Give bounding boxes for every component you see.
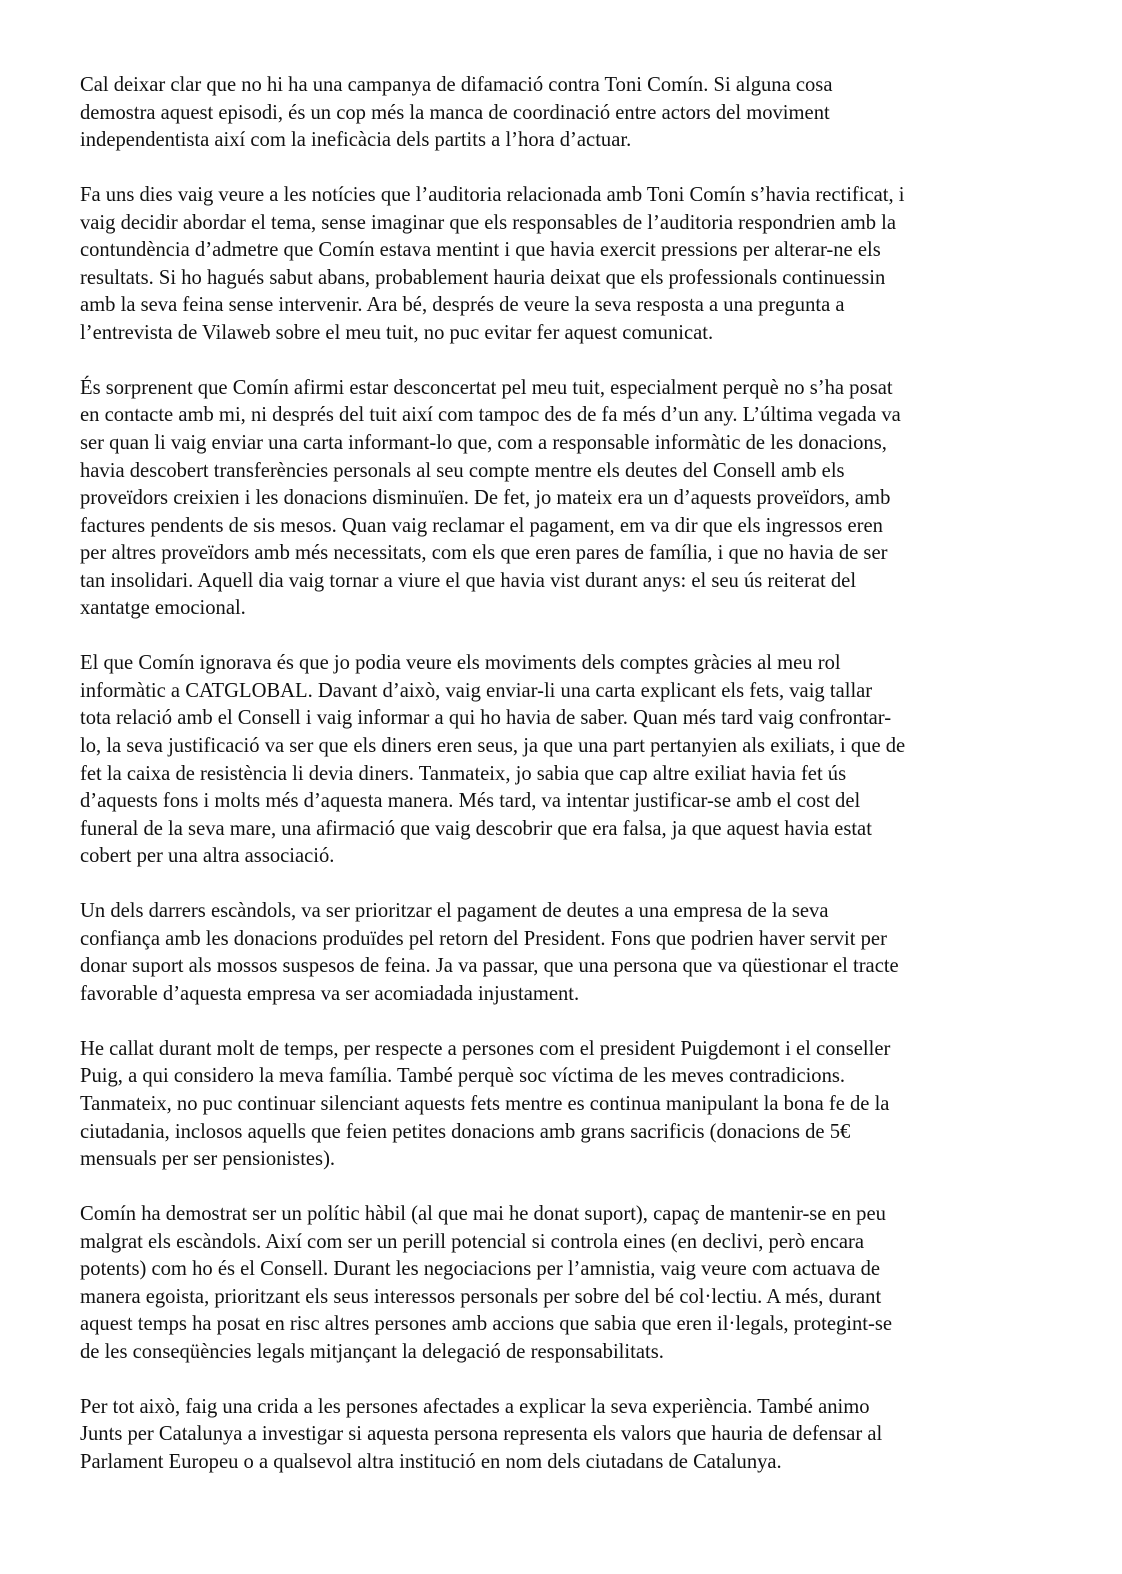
text-line: tota relació amb el Consell i vaig informar a qui ho havia de saber. Quan més tard vaig confrontar-: [80, 707, 892, 730]
text-line: lo, la seva justificació va ser que els diners eren seus, ja que una part pertanyien als exiliats, i que de: [80, 735, 906, 758]
text-line: mensuals per ser pensionistes).: [80, 1148, 336, 1171]
paragraph-1: [80, 72, 1040, 155]
text-line: per altres proveïdors amb més necessitats, com els que eren pares de família, i que no havia de ser: [80, 542, 888, 565]
paragraph-8: [80, 1394, 1040, 1477]
text-line: de les conseqüències legals mitjançant la delegació de responsabilitats.: [80, 1340, 664, 1363]
text-line: confiança amb les donacions produïdes pel retorn del President. Fons que podrien haver servit per: [80, 927, 887, 950]
text-line: manera egoista, prioritzant els seus interessos personals per sobre del bé col·lectiu. A més, durant: [80, 1285, 882, 1308]
text-line: proveïdors creixien i les donacions disminuïen. De fet, jo mateix era un d’aquests proveïdors, amb: [80, 487, 891, 510]
text-line: potents) com ho és el Consell. Durant les negociacions per l’amnistia, vaig veure com actuava de: [80, 1258, 881, 1281]
paragraph-2: [80, 182, 1040, 348]
text-line: fet la caixa de resistència li devia diners. Tanmateix, jo sabia que cap altre exiliat havia fet ús: [80, 762, 847, 785]
text-line: contundència d’admetre que Comín estava mentint i que havia exercit pressions per alterar-ne els: [80, 239, 881, 262]
paragraph-4: [80, 650, 1040, 871]
text-line: He callat durant molt de temps, per respecte a persones com el president Puigdemont i el conseller: [80, 1037, 891, 1060]
text-line: xantatge emocional.: [80, 597, 246, 620]
text-line: ciutadania, inclosos aquells que feien petites donacions amb grans sacrificis (donacions de 5€: [80, 1120, 851, 1143]
paragraph-7: [80, 1201, 1040, 1367]
text-line: Parlament Europeu o a qualsevol altra institució en nom dels ciutadans de Catalunya.: [80, 1450, 782, 1473]
text-line: cobert per una altra associació.: [80, 845, 335, 868]
text-line: informàtic a CATGLOBAL. Davant d’això, vaig enviar-li una carta explicant els fets, vaig tallar: [80, 679, 873, 702]
text-line: Junts per Catalunya a investigar si aquesta persona representa els valors que hauria de defensar al: [80, 1423, 883, 1446]
text-line: donar suport als mossos suspesos de feina. Ja va passar, que una persona que va qüestionar el tracte: [80, 955, 899, 978]
text-line: en contacte amb mi, ni després del tuit així com tampoc des de fa més d’un any. L’última vegada va: [80, 404, 901, 427]
text-line: independentista així com la ineficàcia dels partits a l’hora d’actuar.: [80, 129, 632, 152]
text-line: Un dels darrers escàndols, va ser prioritzar el pagament de deutes a una empresa de la seva: [80, 900, 829, 923]
text-line: Per tot això, faig una crida a les persones afectades a explicar la seva experiència. També animo: [80, 1395, 870, 1418]
text-line: demostra aquest episodi, és un cop més la manca de coordinació entre actors del moviment: [80, 101, 830, 124]
paragraph-3: [80, 375, 1040, 623]
text-line: Puig, a qui considero la meva família. També perquè soc víctima de les meves contradicions.: [80, 1065, 846, 1088]
text-line: aquest temps ha posat en risc altres persones amb accions que sabia que eren il·legals, protegint-se: [80, 1313, 893, 1336]
text-line: Cal deixar clar que no hi ha una campanya de difamació contra Toni Comín. Si alguna cosa: [80, 74, 833, 96]
text-line: tan insolidari. Aquell dia vaig tornar a viure el que havia vist durant anys: el seu ús reiterat del: [80, 569, 857, 592]
text-line: És sorprenent que Comín afirmi estar desconcertat pel meu tuit, especialment perquè no s’ha posat: [80, 376, 893, 399]
paragraph-5: [80, 898, 1040, 1008]
paragraph-6: [80, 1036, 1040, 1174]
text-line: Tanmateix, no puc continuar silenciant aquests fets mentre es continua manipulant la bona fe de la: [80, 1092, 890, 1115]
text-line: Comín ha demostrat ser un polític hàbil (al que mai he donat suport), capaç de mantenir-se en peu: [80, 1202, 886, 1225]
text-line: vaig decidir abordar el tema, sense imaginar que els responsables de l’auditoria respondrien amb la: [80, 211, 897, 234]
text-line: havia descobert transferències personals al seu compte mentre els deutes del Consell amb els: [80, 459, 845, 482]
text-line: favorable d’aquesta empresa va ser acomiadada injustament.: [80, 982, 580, 1005]
letter-body: [80, 72, 1040, 1476]
text-line: amb la seva feina sense intervenir. Ara bé, després de veure la seva resposta a una pregunta a: [80, 294, 845, 317]
text-line: funeral de la seva mare, una afirmació que vaig descobrir que era falsa, ja que aquest havia estat: [80, 817, 872, 840]
text-line: malgrat els escàndols. Així com ser un perill potencial si controla eines (en declivi, però encara: [80, 1230, 865, 1253]
text-line: Fa uns dies vaig veure a les notícies que l’auditoria relacionada amb Toni Comín s’havia rectificat, i: [80, 183, 905, 206]
text-line: resultats. Si ho hagués sabut abans, probablement hauria deixat que els professionals continuessin: [80, 266, 886, 289]
text-line: factures pendents de sis mesos. Quan vaig reclamar el pagament, em va dir que els ingressos eren: [80, 514, 883, 537]
text-line: ser quan li vaig enviar una carta informant-lo que, com a responsable informàtic de les donacions,: [80, 431, 887, 454]
text-line: El que Comín ignorava és que jo podia veure els moviments dels comptes gràcies al meu rol: [80, 652, 841, 675]
text-line: d’aquests fons i molts més d’aquesta manera. Més tard, va intentar justificar-se amb el cost del: [80, 790, 861, 813]
text-line: l’entrevista de Vilaweb sobre el meu tuit, no puc evitar fer aquest comunicat.: [80, 321, 714, 344]
